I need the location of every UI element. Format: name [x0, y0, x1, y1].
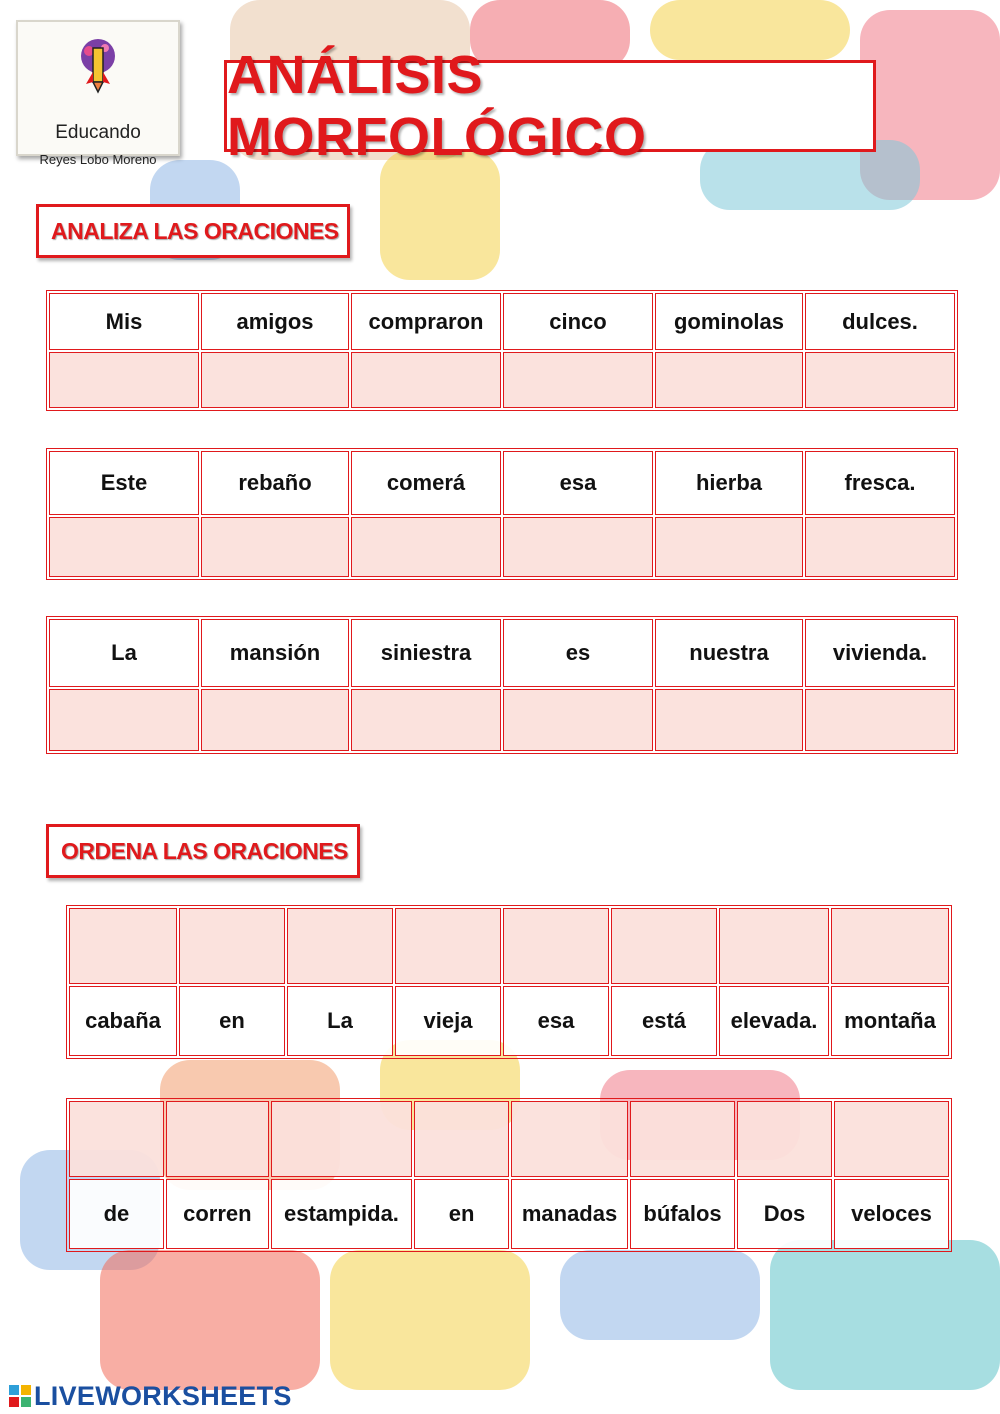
answer-input-cell[interactable] [201, 352, 349, 408]
analysis-table-2 [46, 448, 958, 580]
word-cell: cabaña [69, 986, 177, 1056]
word-cell: gominolas [655, 293, 803, 350]
answer-input-cell[interactable] [655, 517, 803, 577]
word-cell: fresca. [805, 451, 955, 515]
word-cell: estampida. [271, 1179, 412, 1249]
analysis-table-3 [46, 616, 958, 754]
answer-input-cell[interactable] [503, 352, 653, 408]
word-cell: cinco [503, 293, 653, 350]
answer-input-cell[interactable] [395, 908, 501, 984]
answer-input-cell[interactable] [49, 689, 199, 751]
title-box [224, 45, 876, 167]
section-label-analiza-text: ANALIZA LAS ORACIONES [51, 217, 339, 244]
background-letter-shape [770, 1240, 1000, 1390]
background-letter-shape [560, 1250, 760, 1340]
background-letter-shape [380, 150, 500, 280]
answer-input-cell[interactable] [503, 517, 653, 577]
answer-input-cell[interactable] [611, 908, 717, 984]
word-cell: en [414, 1179, 509, 1249]
answer-input-cell[interactable] [511, 1101, 628, 1177]
word-cell: La [49, 619, 199, 687]
answer-input-cell[interactable] [69, 1101, 164, 1177]
answer-input-cell[interactable] [414, 1101, 509, 1177]
word-cell: elevada. [719, 986, 829, 1056]
word-cell: Mis [49, 293, 199, 350]
liveworksheets-footer[interactable] [8, 1378, 292, 1414]
answer-input-cell[interactable] [630, 1101, 735, 1177]
section-label-ordena-text: ORDENA LAS ORACIONES [61, 837, 348, 864]
answer-input-cell[interactable] [351, 352, 501, 408]
order-table-2 [66, 1098, 952, 1252]
answer-input-cell[interactable] [655, 689, 803, 751]
answer-input-cell[interactable] [49, 517, 199, 577]
word-cell: amigos [201, 293, 349, 350]
word-cell: esa [503, 451, 653, 515]
section-label-analiza [36, 204, 350, 258]
answer-input-cell[interactable] [503, 908, 609, 984]
word-cell: Este [49, 451, 199, 515]
answer-input-cell[interactable] [179, 908, 285, 984]
answer-input-cell[interactable] [655, 352, 803, 408]
background-letter-shape [330, 1250, 530, 1390]
answer-input-cell[interactable] [287, 908, 393, 984]
answer-input-cell[interactable] [201, 689, 349, 751]
answer-input-cell[interactable] [805, 517, 955, 577]
answer-input-cell[interactable] [201, 517, 349, 577]
background-letter-shape [100, 1250, 320, 1390]
answer-input-cell[interactable] [166, 1101, 269, 1177]
word-cell: compraron [351, 293, 501, 350]
liveworksheets-brand: LIVEWORKSHEETS [34, 1380, 292, 1411]
answer-input-cell[interactable] [351, 517, 501, 577]
pencil-rocket-icon [78, 36, 118, 98]
analysis-table-1 [46, 290, 958, 411]
word-cell: de [69, 1179, 164, 1249]
answer-input-cell[interactable] [69, 908, 177, 984]
section-label-ordena [46, 824, 360, 878]
answer-input-cell[interactable] [834, 1101, 949, 1177]
liveworksheets-logo-icon [8, 1384, 32, 1408]
answer-input-cell[interactable] [719, 908, 829, 984]
order-table-1 [66, 905, 952, 1059]
answer-input-cell[interactable] [737, 1101, 832, 1177]
word-cell: está [611, 986, 717, 1056]
word-cell: Dos [737, 1179, 832, 1249]
word-cell: búfalos [630, 1179, 735, 1249]
word-cell: nuestra [655, 619, 803, 687]
word-cell: comerá [351, 451, 501, 515]
logo-name: Educando [55, 122, 141, 143]
answer-input-cell[interactable] [503, 689, 653, 751]
word-cell: esa [503, 986, 609, 1056]
answer-input-cell[interactable] [351, 689, 501, 751]
word-cell: mansión [201, 619, 349, 687]
word-cell: manadas [511, 1179, 628, 1249]
word-cell: La [287, 986, 393, 1056]
answer-input-cell[interactable] [49, 352, 199, 408]
word-cell: corren [166, 1179, 269, 1249]
word-cell: en [179, 986, 285, 1056]
answer-input-cell[interactable] [805, 689, 955, 751]
word-cell: rebaño [201, 451, 349, 515]
word-cell: vieja [395, 986, 501, 1056]
word-cell: montaña [831, 986, 949, 1056]
educando-logo [16, 20, 180, 167]
word-cell: vivienda. [805, 619, 955, 687]
word-cell: veloces [834, 1179, 949, 1249]
page-title: ANÁLISIS MORFOLÓGICO [227, 45, 647, 167]
word-cell: hierba [655, 451, 803, 515]
word-cell: siniestra [351, 619, 501, 687]
answer-input-cell[interactable] [805, 352, 955, 408]
answer-input-cell[interactable] [831, 908, 949, 984]
word-cell: es [503, 619, 653, 687]
word-cell: dulces. [805, 293, 955, 350]
logo-author: Reyes Lobo Moreno [39, 152, 157, 167]
answer-input-cell[interactable] [271, 1101, 412, 1177]
